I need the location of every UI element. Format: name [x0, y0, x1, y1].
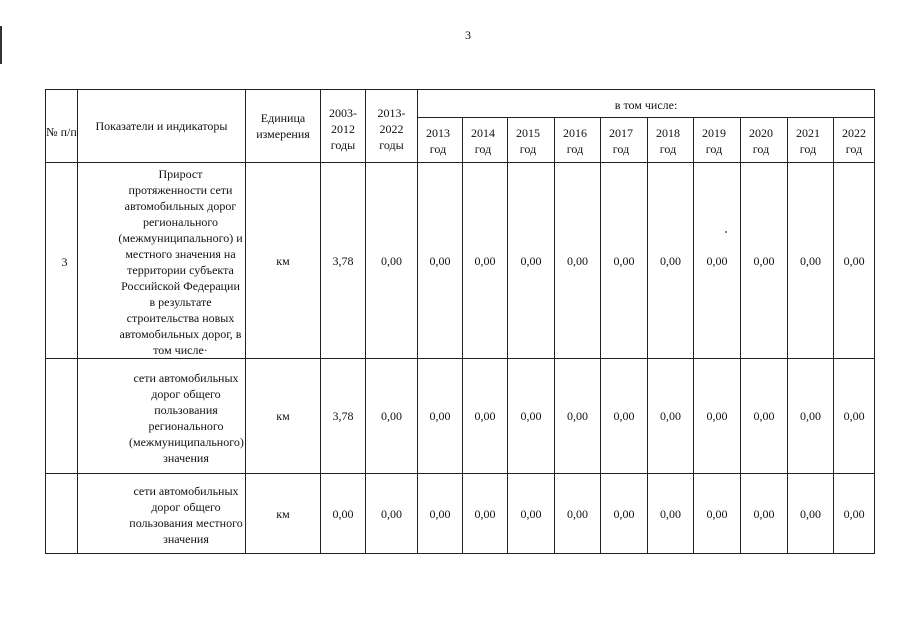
header-year [648, 118, 694, 163]
table-row [46, 474, 875, 554]
header-year-label: 2018 год [656, 125, 680, 156]
scan-edge-mark [0, 26, 2, 64]
row-unit: км [246, 474, 321, 554]
header-year [555, 118, 601, 163]
header-period-2013-2022-label: 2013-2022 годы [377, 106, 406, 152]
header-year-label: 2022 год [842, 125, 866, 156]
row-year-value: 0,00 [463, 474, 508, 554]
row-year-value: 0,00 [508, 359, 555, 474]
header-including [418, 90, 875, 118]
row-period-2003-2012: 0,00 [321, 474, 366, 554]
header-period-2013-2022 [366, 90, 418, 163]
row-year-value: 0,00 [418, 359, 463, 474]
row-year-value: 0,00 [788, 163, 834, 359]
row-year-value: 0,00 [418, 163, 463, 359]
header-year-label: 2013 год [426, 125, 450, 156]
header-year-label: 2014 год [471, 125, 495, 156]
row-year-value: 0,00 [648, 359, 694, 474]
row-year-value: 0,00 [788, 474, 834, 554]
row-year-value: 0,00 [463, 359, 508, 474]
row-year-value: 0,00 [601, 163, 648, 359]
header-period-2003-2012 [321, 90, 366, 163]
row-year-value: 0,00 [555, 359, 601, 474]
row-year-value: 0,00 [555, 474, 601, 554]
row-year-value: 0,00 [555, 163, 601, 359]
row-num [46, 474, 78, 554]
row-year-value: 0,00 [648, 163, 694, 359]
page-number: 3 [465, 28, 471, 42]
row-year-value: 0,00 [834, 359, 875, 474]
row-year-value: 0,00 [694, 163, 741, 359]
row-period-2013-2022: 0,00 [366, 163, 418, 359]
row-year-value: 0,00 [601, 474, 648, 554]
header-period-2003-2012-label: 2003-2012 годы [329, 106, 357, 152]
row-year-value: 0,00 [508, 163, 555, 359]
row-year-value: 0,00 [694, 474, 741, 554]
row-year-value: 0,00 [834, 163, 875, 359]
header-year [741, 118, 788, 163]
indicators-table [45, 89, 875, 554]
header-year [418, 118, 463, 163]
header-year-label: 2019 год [702, 125, 726, 156]
header-year [463, 118, 508, 163]
row-num [46, 359, 78, 474]
scan-speck [725, 231, 727, 233]
row-period-2003-2012: 3,78 [321, 163, 366, 359]
row-year-value: 0,00 [418, 474, 463, 554]
header-year-label: 2016 год [563, 125, 587, 156]
header-year [834, 118, 875, 163]
header-num [46, 90, 78, 163]
header-year-label: 2021 год [796, 125, 820, 156]
header-year [694, 118, 741, 163]
header-year [788, 118, 834, 163]
header-including-label: в том числе: [614, 97, 678, 112]
table-row [46, 163, 875, 359]
row-indicator-name: сети автомобильных дорог общего пользования местного значения [78, 474, 246, 554]
header-unit: Единица измерения [246, 90, 321, 163]
header-year [508, 118, 555, 163]
row-year-value: 0,00 [648, 474, 694, 554]
row-year-value: 0,00 [694, 359, 741, 474]
row-year-value: 0,00 [741, 163, 788, 359]
header-row-top [46, 90, 875, 118]
header-year-label: 2017 год [609, 125, 633, 156]
row-year-value: 0,00 [601, 359, 648, 474]
row-year-value: 0,00 [741, 359, 788, 474]
row-period-2013-2022: 0,00 [366, 474, 418, 554]
header-year-label: 2020 год [749, 125, 773, 156]
header-year-label: 2015 год [516, 125, 540, 156]
row-unit: км [246, 163, 321, 359]
header-year [601, 118, 648, 163]
row-period-2013-2022: 0,00 [366, 359, 418, 474]
row-year-value: 0,00 [788, 359, 834, 474]
table-row [46, 359, 875, 474]
header-name: Показатели и индикаторы [78, 90, 246, 163]
row-indicator-name: сети автомобильных дорог общего пользования регионального (межмуниципального) значения [78, 359, 246, 474]
row-year-value: 0,00 [834, 474, 875, 554]
header-num-label: № п/п [46, 125, 77, 139]
row-num: 3 [46, 163, 78, 359]
row-year-value: 0,00 [741, 474, 788, 554]
row-indicator-name: Прирост протяженности сети автомобильных дорог регионального (межмуниципального) и местного значения на территории субъекта Российской Федерации в результате строительства новых автомобильных дорог, в том числе· [78, 163, 246, 359]
row-unit: км [246, 359, 321, 474]
row-year-value: 0,00 [508, 474, 555, 554]
row-year-value: 0,00 [463, 163, 508, 359]
row-period-2003-2012: 3,78 [321, 359, 366, 474]
